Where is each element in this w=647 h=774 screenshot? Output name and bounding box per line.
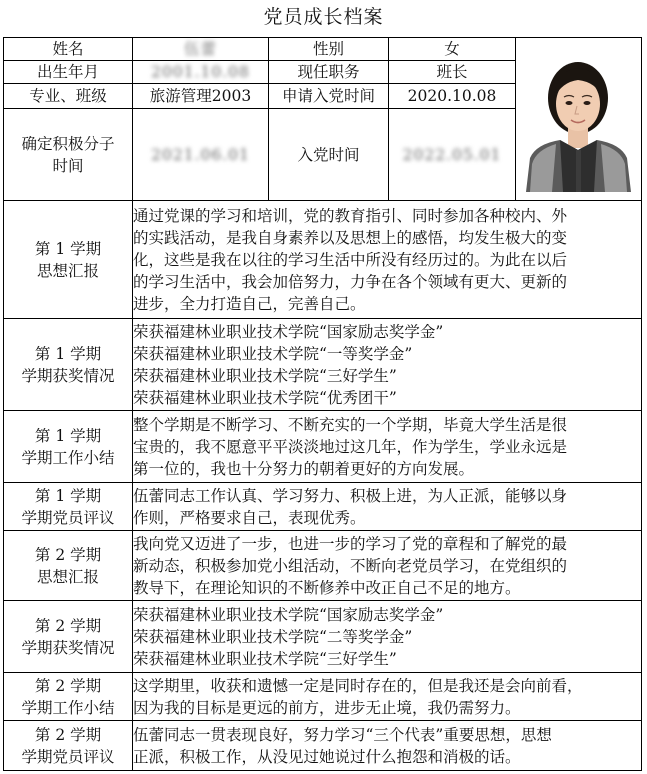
content-line: 荣获福建林业职业技术学院“三好学生” bbox=[133, 366, 397, 385]
section-label bbox=[4, 411, 133, 483]
section-content bbox=[133, 673, 642, 721]
join-label: 入党时间 bbox=[269, 109, 389, 201]
section-row bbox=[4, 411, 642, 483]
section-title: 学期工作小结 bbox=[21, 698, 115, 717]
section-content bbox=[133, 721, 642, 771]
content-line: 通过党课的学习和培训，党的教育指引、同时参加各种校内、外 bbox=[133, 206, 568, 225]
join-value: 2022.05.01 bbox=[389, 109, 516, 201]
content-line: 第一位的，我也十分努力的朝着更好的方向发展。 bbox=[133, 459, 475, 478]
section-row bbox=[4, 201, 642, 319]
section-label bbox=[4, 483, 133, 531]
page-title: 党员成长档案 bbox=[263, 6, 384, 28]
section-term: 第 2 学期 bbox=[34, 725, 102, 744]
content-line: 的实践活动，是我自身素养以及思想上的感悟，均发生极大的变 bbox=[133, 228, 568, 247]
content-line: 荣获福建林业职业技术学院“国家励志奖学金” bbox=[133, 605, 444, 624]
content-line: 进步，全力打造自己，完善自己。 bbox=[133, 294, 366, 313]
section-term: 第 1 学期 bbox=[34, 344, 102, 363]
name-label: 姓名 bbox=[4, 38, 133, 61]
content-line: 新动态，积极参加党小组活动，不断向老党员学习，在党组织的 bbox=[133, 556, 568, 575]
content-line: 教导下，在理论知识的不断修养中改正自己不足的地方。 bbox=[133, 578, 521, 597]
activist-value: 2021.06.01 bbox=[133, 109, 269, 201]
name-value: 伍蕾 bbox=[133, 38, 269, 61]
section-label bbox=[4, 601, 133, 673]
content-line: 荣获福建林业职业技术学院“二等奖学金” bbox=[133, 627, 413, 646]
section-row bbox=[4, 531, 642, 601]
archive-table bbox=[3, 37, 642, 771]
section-content bbox=[133, 201, 642, 319]
section-content bbox=[133, 601, 642, 673]
content-line: 因为我的目标是更远的前方，进步无止境，我仍需努力。 bbox=[133, 698, 521, 717]
section-title: 学期工作小结 bbox=[21, 448, 115, 467]
content-line: 荣获福建林业职业技术学院“国家励志奖学金” bbox=[133, 322, 444, 341]
section-label bbox=[4, 201, 133, 319]
section-term: 第 2 学期 bbox=[34, 545, 102, 564]
content-line: 宝贵的，我不愿意平平淡淡地过这几年，作为学生，学业永远是 bbox=[133, 437, 568, 456]
section-content bbox=[133, 531, 642, 601]
content-line: 正派，积极工作，从没见过她说过什么抱怨和消极的话。 bbox=[133, 747, 521, 766]
section-title: 学期党员评议 bbox=[21, 747, 115, 766]
section-label bbox=[4, 673, 133, 721]
major-label: 专业、班级 bbox=[4, 84, 133, 109]
section-title: 思想汇报 bbox=[36, 567, 99, 586]
section-term: 第 1 学期 bbox=[34, 486, 102, 505]
content-line: 我向党又迈进了一步，也进一步的学习了党的章程和了解党的最 bbox=[133, 534, 568, 553]
content-line: 的学习生活中，我会加倍努力，力争在各个领域有更大、更新的 bbox=[133, 272, 568, 291]
content-line: 荣获福建林业职业技术学院“优秀团干” bbox=[133, 388, 397, 407]
portrait-photo bbox=[522, 46, 635, 192]
activist-label: 确定积极分子时间 bbox=[4, 109, 133, 201]
apply-label: 申请入党时间 bbox=[269, 84, 389, 109]
section-label bbox=[4, 721, 133, 771]
section-title: 学期获奖情况 bbox=[21, 366, 115, 385]
section-row bbox=[4, 673, 642, 721]
section-term: 第 1 学期 bbox=[34, 239, 102, 258]
position-value: 班长 bbox=[389, 61, 516, 84]
section-title: 思想汇报 bbox=[36, 261, 99, 280]
content-line: 整个学期是不断学习、不断充实的一个学期，毕竟大学生活是很 bbox=[133, 415, 568, 434]
gender-label: 性别 bbox=[269, 38, 389, 61]
section-label bbox=[4, 531, 133, 601]
section-content bbox=[133, 411, 642, 483]
content-line: 伍蕾同志一贯表现良好，努力学习“三个代表”重要思想，思想 bbox=[133, 725, 552, 744]
section-label bbox=[4, 319, 133, 411]
birth-value: 2001.10.08 bbox=[133, 61, 269, 84]
section-term: 第 2 学期 bbox=[34, 676, 102, 695]
gender-value: 女 bbox=[389, 38, 516, 61]
content-line: 荣获福建林业职业技术学院“一等奖学金” bbox=[133, 344, 413, 363]
section-title: 学期获奖情况 bbox=[21, 638, 115, 657]
content-line: 化，这些是我在以往的学习生活中所没有经历过的。为此在以后 bbox=[133, 250, 568, 269]
content-line: 荣获福建林业职业技术学院“三好学生” bbox=[133, 649, 397, 668]
section-term: 第 1 学期 bbox=[34, 426, 102, 445]
section-row bbox=[4, 319, 642, 411]
content-line: 作则，严格要求自己，表现优秀。 bbox=[133, 508, 366, 527]
section-row bbox=[4, 601, 642, 673]
position-label: 现任职务 bbox=[269, 61, 389, 84]
content-line: 伍蕾同志工作认真、学习努力、积极上进，为人正派，能够以身 bbox=[133, 486, 568, 505]
photo-cell bbox=[516, 38, 642, 201]
section-row bbox=[4, 721, 642, 771]
major-value: 旅游管理2003 bbox=[133, 84, 269, 109]
content-line: 这学期里，收获和遗憾一定是同时存在的，但是我还是会向前看， bbox=[133, 676, 583, 695]
section-term: 第 2 学期 bbox=[34, 616, 102, 635]
apply-value: 2020.10.08 bbox=[389, 84, 516, 109]
section-title: 学期党员评议 bbox=[21, 508, 115, 527]
section-content bbox=[133, 319, 642, 411]
birth-label: 出生年月 bbox=[4, 61, 133, 84]
section-content bbox=[133, 483, 642, 531]
section-row bbox=[4, 483, 642, 531]
